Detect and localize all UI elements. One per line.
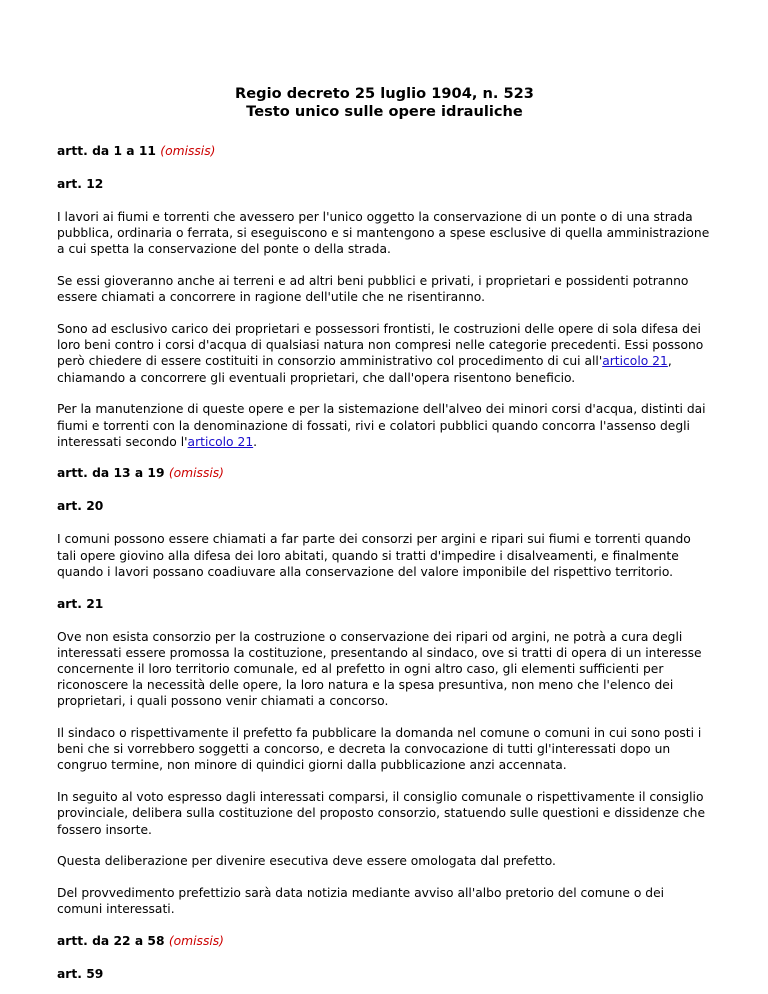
art-12-paragraph-2: Se essi gioveranno anche ai terreni e ad altri beni pubblici e privati, i proprietari e possidenti potranno essere chiamati a concorrere in ragione dell'utile che ne risentiranno. <box>57 274 689 305</box>
paragraph-text: . <box>253 434 258 449</box>
heading-text: artt. da 13 a 19 <box>57 466 165 481</box>
title-line-1: Regio decreto 25 luglio 1904, n. 523 <box>235 85 534 102</box>
heading-text: artt. da 1 a 11 <box>57 144 156 158</box>
section-heading-artt-13-19 <box>57 465 712 481</box>
art-21-paragraph-1: Ove non esista consorzio per la costruzione o conservazione dei ripari od argini, ne potrà a cura degli interessati essere promossa la costituzione, presentando al sindaco, ove si tratti di opera di un interesse concernente il loro territorio comunale, ed al prefetto in ogni altro caso, gli elementi sufficienti per riconoscere la necessità delle opere, la loro natura e la spesa presuntiva, non meno che l'elenco dei proprietari, i quali possono venir chiamati a concorso. <box>57 629 702 709</box>
section-heading-art-21: art. 21 <box>57 596 104 611</box>
art-21-paragraph-5: Del provvedimento prefettizio sarà data notizia mediante avviso all'albo pretorio del comune o dei comuni interessati. <box>57 885 665 917</box>
section-heading-art-12: art. 12 <box>57 177 104 191</box>
art-20-paragraph-1: I comuni possono essere chiamati a far parte dei consorzi per argini e ripari sui fiumi e torrenti quando tali opere giovino alla difesa dei loro abitati, quando si tratti d'impedire i disalveamenti, e finalmente quando i lavori possano coadiuvare alla conservazione del valore imponibile del rispettivo territorio. <box>57 532 691 579</box>
omissis-note: (omissis) <box>168 466 224 481</box>
heading-text: artt. da 22 a 58 <box>57 933 165 948</box>
art-12-paragraph-1: I lavori ai fiumi e torrenti che avessero per l'unico oggetto la conservazione di un ponte o di una strada pubblica, ordinaria o ferrata, si eseguiscono e si mantengono a spese esclusive di quella amministrazione a cui spetta la conservazione del ponte o della strada. <box>57 210 710 257</box>
paragraph-text: Sono ad esclusivo carico dei proprietari e possessori frontisti, le costruzioni delle opere di sola difesa dei loro beni contro i corsi d'acqua di qualsiasi natura non compresi nelle categorie precedenti. Essi possono però chiedere di essere costituiti in consorzio amministrativo col procedimento di cui all' <box>57 322 704 369</box>
section-heading-artt-1-11 <box>57 143 712 159</box>
art-21-paragraph-3: In seguito al voto espresso dagli interessati comparsi, il consiglio comunale o rispettivamente il consiglio provinciale, delibera sulla costituzione del proposto consorzio, statuendo sulle questioni e dissidenze che fossero insorte. <box>57 790 706 837</box>
art-21-paragraph-2: Il sindaco o rispettivamente il prefetto fa pubblicare la domanda nel comune o comuni in cui sono posti i beni che si vorrebbero soggetti a concorso, e decreta la convocazione di tutti gl'interessati dopo un congruo termine, non minore di quindici giorni dalla pubblicazione anzi accennata. <box>57 726 702 773</box>
art-21-paragraph-4: Questa deliberazione per divenire esecutiva deve essere omologata dal prefetto. <box>57 854 556 869</box>
section-heading-art-20: art. 20 <box>57 499 104 514</box>
art-12-paragraph-3 <box>57 321 712 386</box>
art-12-paragraph-4 <box>57 401 712 450</box>
omissis-note: (omissis) <box>168 933 224 948</box>
paragraph-text: , chiamando a concorrere gli eventuali proprietari, che dall'opera risentono beneficio. <box>57 354 672 385</box>
title-line-2: Testo unico sulle opere idrauliche <box>246 103 523 120</box>
articolo-21-link[interactable]: articolo 21 <box>602 354 668 369</box>
section-heading-art-59: art. 59 <box>57 966 104 981</box>
document-title <box>57 85 712 121</box>
section-heading-artt-22-58 <box>57 933 712 949</box>
articolo-21-link[interactable]: articolo 21 <box>187 434 254 449</box>
omissis-note: (omissis) <box>160 144 216 158</box>
paragraph-text: Per la manutenzione di queste opere e per la sistemazione dell'alveo dei minori corsi d'acqua, distinti dai fiumi e torrenti con la denominazione di fossati, rivi e colatori pubblici quando concorra l'assenso degli interessati secondo l' <box>57 402 706 449</box>
